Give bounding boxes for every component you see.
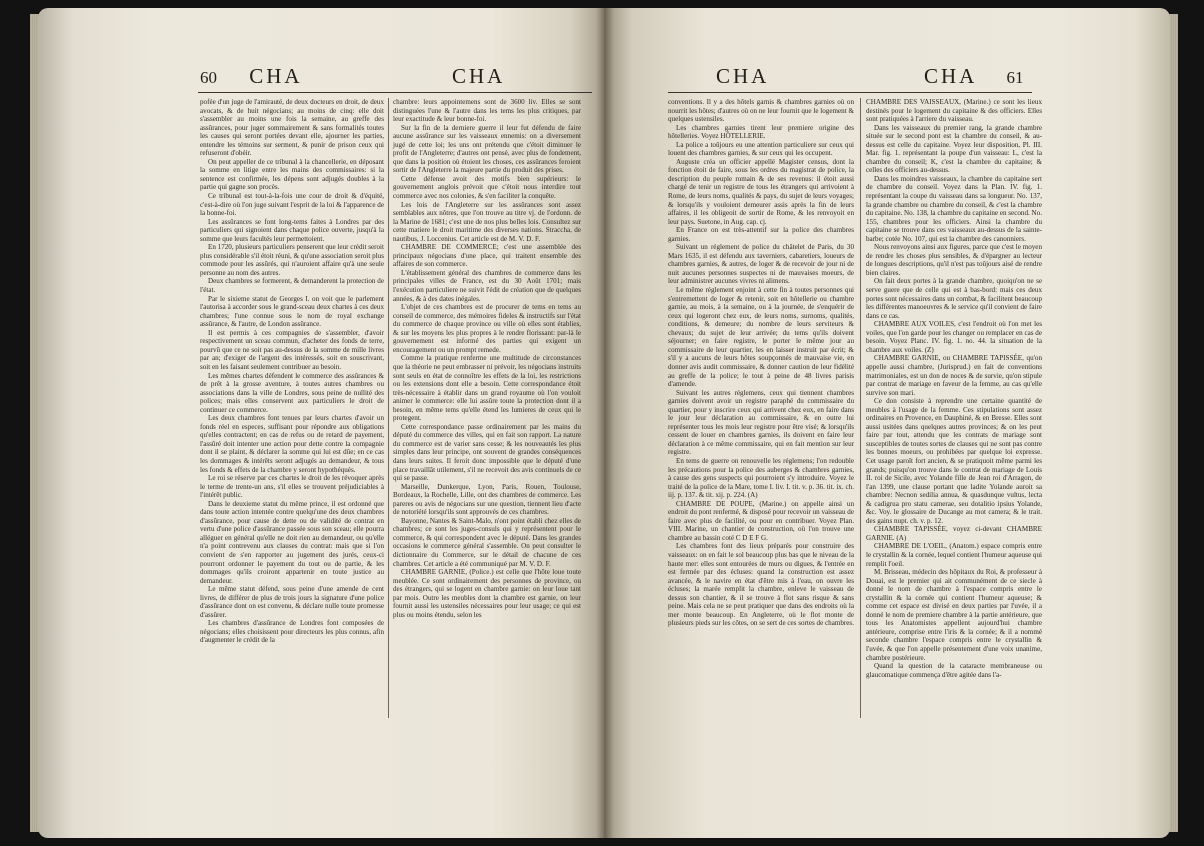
paragraph: On peut appeller de ce tribunal à la chancellerie, en déposant la somme en litige entre les mains des commissaires: si la sentence est confirmée, les dépens sont adjugés doubles à la partie qui gagne son procès.	[200, 157, 384, 192]
paragraph: En France on est très-attentif sur la police des chambres garnies.	[668, 226, 854, 243]
paragraph: Suivant un réglement de police du châtelet de Paris, du 30 Mars 1635, il est défendu aux taverniers, cabaretiers, loueurs de chambres garnies, & autres, de loger & de recevoir de jour ni de nuit aucunes personnes suspectes ni de mauvaises moeurs, de leur administrer aucunes vivres ni alimens.	[668, 243, 854, 286]
right-head-and-page-number	[924, 64, 1023, 90]
paragraph: Dans le deuxieme statut du même prince, il est ordonné que dans toute action intentée contre quelqu'une des deux chambres d'assûrance, pour cause de dette ou de validité de contrat en vertu d'une police d'assûrance passée sous son sceau; elle pourra alléguer en général qu'elle ne doit rien au demandeur, ou qu'elle n'a point contrevenu aux clauses du contrat: mais que si l'on convient de s'en rapporter au jugement des jurés, ceux-ci pourront ordonner le payement du tout ou de partie, & les dommages qu'ils croiront appartenir en toute justice au demandeur.	[200, 499, 384, 585]
paragraph: Cette correspondance passe ordinairement par les mains du député du commerce des villes, qui en fait son rapport. La nature du commerce est de varier sans cesse; & les nouveautés les plus simples dans leur principe, ont souvent de grandes conséquences dans leurs suites. Il feroit donc impossible que le député d'une place travaillât utilement, s'il ne recevoit des avis continuels de ce qui se passe.	[393, 422, 581, 483]
paragraph: CHAMBRE DES VAISSEAUX, (Marine.) ce sont les lieux destinés pour le logement du capitaine & des officiers. Elles sont pratiquées à l'arriere du vaisseau.	[866, 98, 1042, 124]
left-column-2	[393, 98, 581, 619]
paragraph: Suivant les autres réglemens, ceux qui tiennent chambres garnies doivent avoir un registre paraphé du commissaire du quartier, pour y inscrire ceux qui arrivent chez eux, en faire dans le jour leur déclaration au commissaire, & en outre lui représenter tous les mois leur registre pour être visé; & lorsqu'ils cessent de louer en chambres garnies, ils doivent en faire leur déclaration à ce même commissaire, qui en fait mention sur leur registre.	[668, 388, 854, 457]
paragraph: Il est permis à ces compagnies de s'assembler, d'avoir respectivement un sceau commun, d'acheter des fonds de terre, pourvû que ce ne soit pas au-dessus de la somme de mille livres par an; d'exiger de l'argent des intéressés, soit en souscrivant, soit en les faisant seulement contribuer au besoin.	[200, 328, 384, 371]
paragraph: Ce don consiste à reprendre une certaine quantité de meubles à l'usage de la femme. Ces stipulations sont assez ordinaires en Provence, en Dauphiné, & en Bresse. Elles sont aussi usitées dans quelques autres provinces; & on les peut faire par tout, attendu que les contrats de mariage sont susceptibles de toutes sortes de clauses qui ne sont pas contre les bonnes moeurs, ou prohibées par quelque loi expresse. Cet usage paroît fort ancien, & se pratiquoit même parmi les grands; puisqu'on trouve dans le contrat de mariage de Louis II. roi de Sicile, avec Yolande fille de Jean roi d'Arragon, de l'an 1399, une clause portant que ladite Yolande auroit sa chambre: Necnon sedilia annua, & quasdunque vultus, lecta & cadigrua pro statu camerae, seu dotalitio ipsius Yolande, &c. Voy. le glossaire de Ducange au mot camera; & le trait. des gains nupt. ch. v. p. 12.	[866, 397, 1042, 525]
paragraph: Dans les moindres vaisseaux, la chambre du capitaine sert de chambre du conseil. Voyez dans la Plan. IV. fig. 1. représentant la coupe du vaisseau dans sa longueur. No. 137, la grande chambre ou chambre du conseil, & c'est la chambre du capitaine. No. 138, la chambre du capitaine en second. No. 155, chambres pour les officiers. Ainsi la chambre du capitaine se trouve dans ces vaisseaux au-dessus de la sainte-barbe; cotée No. 107, qui est la chambre des canonniers.	[866, 174, 1042, 243]
paragraph: Sur la fin de la derniere guerre il leur fut défendu de faire aucune assûrance sur les vaisseaux ennemis: on a diversement jugé de cette loi; les uns ont prétendu que c'étoit diminuer le profit de l'Angleterre; d'autres ont pensé, avec plus de fondement, que dans la position où étoient les choses, ces assûrances feroient sortir de l'Angleterre la majeure partie du produit des prises.	[393, 123, 581, 175]
paragraph: Quand la question de la cataracte membraneuse ou glaucomatique commença d'être agitée dans l'a-	[866, 662, 1042, 679]
left-column-divider	[388, 98, 389, 718]
right-column-2	[866, 98, 1042, 679]
paragraph: CHAMBRE DE COMMERCE; c'est une assemblée des principaux négocians d'une place, qui traitent ensemble des affaires de son commerce.	[393, 243, 581, 269]
paragraph: Les lois de l'Angleterre sur les assûrances sont assez semblables aux nôtres, que l'on trouve au titre vj. de l'ordonn. de la Marine de 1681; c'est une de nos plus belles lois. Consultez sur cette matiere le droit maritime des diverses nations. Straccha, de nautibus, J. Loccenius. Cet article est de M. V. D. F.	[393, 200, 581, 243]
paragraph: Les chambres garnies tirent leur premiere origine des hôtelleries. Voyez HÔTELLERIE.	[668, 123, 854, 141]
paragraph: L'objet de ces chambres est de procurer de tems en tems au conseil de commerce, des mémoires fideles & instructifs sur l'état du commerce de chaque province ou ville où elles sont établies, & sur les moyens les plus propres à le rendre florissant: par-là le gouvernement est informé des parties qui exigent un encouragement ou un prompt remede.	[393, 303, 581, 354]
paragraph: Cette défense avoit des motifs bien supérieurs: le gouvernement anglois prévoit que c'étoit nous interdire tout commerce avec nos colonies, & s'en faciliter la conquête.	[393, 174, 581, 201]
paragraph: Comme la pratique renferme une multitude de circonstances que la théorie ne peut embrasser ni prévoir, les négocians instruits sont seuls en état de connoître les effets de la loi, les restrictions ou les extensions dont elle a besoin. Cette correspondance étoit très-nécessaire à établir dans un grand royaume où l'on vouloit animer le commerce: elle lui assûre toute la protection dont il a besoin, en même tems qu'elle étend les lumieres de ceux qui le protegent.	[393, 354, 581, 423]
paragraph: CHAMBRE DE L'OEIL, (Anatom.) espace compris entre le crystallin & la cornée, lequel contient l'humeur aqueuse qui remplit l'oeil.	[866, 542, 1042, 568]
paragraph: Auguste créa un officier appellé Magister census, dont la fonction étoit de faire, sous les ordres du magistrat de police, la description du peuple romain & de ses revenus: il étoit aussi chargé de tenir un registre de tous les étrangers qui arrivoient à Rome, de leurs noms, qualités & pays, du sujet de leurs voyages; & lorsqu'ils y vouloient demeurer assis après la fin de leurs affaires, il les obligeoit de sortir de Rome, & les renvoyoit en leur pays. Suetone, in Aug. cap. cj.	[668, 157, 854, 226]
paragraph: Deux chambres se formerent, & demanderent la protection de l'état.	[200, 277, 384, 295]
paragraph: CHAMBRE GARNIE, (Police.) est celle que l'hôte loue toute meublée. Ce sont ordinairement des personnes de province, ou des étrangers, qui se logent en chambre garnie: on leur loue tant par mois. Outre les meubles dont la chambre est garnie, on leur fournit aussi les ustensiles nécessaires pour leur usage; ce qui est plus ou moins étendu, selon les	[393, 568, 581, 619]
paragraph: Le même réglement enjoint à cette fin à toutes personnes qui s'entremettent de loger & retenir, soit en hôtellerie ou chambre garnie, au mois, à la semaine, ou à la journée, de s'enquérir de ceux qui logeront chez eux, de leurs noms, surnoms, qualités, conditions, & demeure; du nombre de leurs serviteurs & chevaux; du sujet de leur arrivée; du tems qu'ils doivent séjourner; en faire registre, le porter le même jour au commissaire de leur quartier, les en laisser instruit par écrit; & s'il y a aucuns de leurs hôtes soupçonnés de mauvaise vie, en donner avis audit commissaire, & donner caution de leur fidélité au greffe de la police; le tout à peine de 48 livres parisis d'amende.	[668, 286, 854, 389]
paragraph: Ce tribunal est tout-à-la-fois une cour de droit & d'équité, c'est-à-dire où l'on juge suivant l'esprit de la loi & l'apparence de la bonne-foi.	[200, 192, 384, 218]
paragraph: Le même statut défend, sous peine d'une amende de cent livres, de différer de plus de trois jours la signature d'une police d'assûrance dont on est convenu, & déclare nulle toute promesse d'assûrer.	[200, 585, 384, 619]
paragraph: conventions. Il y a des hôtels garnis & chambres garnies où on nourrit les hôtes; d'autres où on ne leur fournit que le logement & quelques ustensiles.	[668, 98, 854, 124]
right-column-divider	[860, 98, 861, 718]
paragraph: La police a toûjours eu une attention particuliere sur ceux qui louent des chambres garnies, & sur ceux qui les occupent.	[668, 140, 854, 158]
right-running-head-1: CHA	[716, 64, 770, 88]
right-column-1	[668, 98, 854, 628]
right-head-rule	[668, 92, 1032, 93]
paragraph: L'établissement général des chambres de commerce dans les principales villes de France, est du 30 Août 1701; mais l'exécution particuliere ne suivit l'édit de création que de quelques années, & à des dates inégales.	[393, 268, 581, 303]
right-page-number: 61	[1006, 68, 1024, 87]
paragraph: CHAMBRE GARNIE, ou CHAMBRE TAPISSÉE, qu'on appelle aussi chambre, (Jurisprud.) en fait de conventions matrimoniales, est un don de noces & de survie, qu'on stipule par contrat de mariage en faveur de la femme, au cas qu'elle survive son mari.	[866, 354, 1042, 397]
paragraph: Marseille, Dunkerque, Lyon, Paris, Rouen, Toulouse, Bordeaux, la Rochelle, Lille, ont des chambres de commerce. Les pareres ou avis de négocians sur une question, tiennent lieu d'acte de notoriété lorsqu'ils sont approuvés de ces chambres.	[393, 482, 581, 517]
paragraph: CHAMBRE AUX VOILES, c'est l'endroit où l'on met les voiles, que l'on garde pour les changer ou remplacer en cas de besoin. Voyez Planc. IV. fig. 1. no. 44. la situation de la chambre aux voiles. (Z)	[866, 320, 1042, 354]
paragraph: CHAMBRE DE POUPE, (Marine.) on appelle ainsi un endroit du pont renfermé, & disposé pour recevoir un vaisseau de faire avec plus de facilité, ou pour en contribuer. Voyez Plan. VIII. Marine, un chantier de construction, où l'on trouve une chambre au bassin coté C D E F G.	[668, 499, 854, 542]
paragraph: M. Brisseau, médecin des hôpitaux du Roi, & professeur à Douai, est le premier qui ait communément de ce siecle à donné le nom de chambre à l'espace compris entre le crystallin & la cornée qui contient l'humeur aqueuse; & comme cet espace est divisé en deux parties par l'uvée, il a donné le nom de premiere chambre à la partie antérieure, que tous les Anatomistes appellent aujourd'hui chambre antérieure, comprise entre l'iris & la cornée; & il a nommé seconde chambre l'espace compris entre le crystallin & l'uvée, & que l'on appelle présentement d'une voix unanime, chambre postérieure.	[866, 568, 1042, 662]
right-page	[604, 8, 1170, 838]
left-column-1	[200, 98, 384, 645]
paragraph: En tems de guerre on renouvelle les réglemens; l'on redouble les précautions pour la police des auberges & chambres garnies, à cause des gens suspects qui pourroient s'y introduire. Voyez le traité de la police de la Mare, tome I. liv. I. tit. v. p. 36. tit. ix. ch. iij. p. 137. & tit. xij. p. 224. (A)	[668, 456, 854, 500]
paragraph: CHAMBRE TAPISSÉE, voyez ci-devant CHAMBRE GARNIE. (A)	[866, 525, 1042, 542]
paragraph: Dans les vaisseaux du premier rang, la grande chambre située sur le second pont est la chambre du conseil, & au-dessus est celle du capitaine. Voyez leur disposition, Pl. III. Mar. fig. 1. représentant la poupe d'un vaisseau: L, c'est la chambre du conseil; K, c'est la chambre du capitaine; & celles des officiers au-dessus.	[866, 123, 1042, 175]
left-running-head-2: CHA	[452, 64, 506, 88]
paragraph: Les chambres d'assûrance de Londres font composées de négocians; elles choisissent pour directeurs les plus connus, afin d'augmenter le crédit de la	[200, 619, 384, 645]
left-page-number-and-head	[200, 64, 303, 90]
paragraph: chambre: leurs appointemens sont de 3600 liv. Elles se sont distinguées l'une & l'autre dans les tems les plus critiques, par leur exactitude & leur bonne-foi.	[393, 98, 581, 124]
right-running-head-2: CHA	[924, 64, 977, 88]
paragraph: Les deux chambres font tenues par leurs chartes d'avoir un fonds réel en especes, suffisant pour répondre aux obligations qu'elles contractent; en cas de refus ou de retard de payement, l'assûré doit intenter une action pour dette contre la compagnie dont il se plaint, & déclarer la somme qui lui est dûe; en ce cas les dommages & intérêts seront adjugés au demandeur, & tous les fonds & effets de la chambre y seront hypothéqués.	[200, 414, 384, 474]
left-page	[38, 8, 604, 838]
paragraph: Bayonne, Nantes & Saint-Malo, n'ont point établi chez elles de chambres; ce sont les juges-consuls qui y représentent pour le commerce, & qui correspondent avec le député. Dans les grandes occasions le commerce général s'assemble. On peut consulter le dictionnaire du Commerce, sur le détail de chacune de ces chambres. Cet article a été communiqué par M. V. D. F.	[393, 516, 581, 568]
paragraph: Les assûrances se font long-tems faites à Londres par des particuliers qui signoient dans chaque police ouverte, jusqu'à la somme que leurs facultés leur permettoient.	[200, 217, 384, 243]
book-gutter	[596, 8, 614, 838]
paragraph: Par le sixieme statut de Georges I. on voit que le parlement l'autorisa à accorder sous le grand-sceau deux chartes à ces deux chambres; l'une connue sous le nom de royal exchange assûrance, & l'autre, de London assûrance.	[200, 294, 384, 329]
paragraph: Le roi se réserve par ces chartes le droit de les révoquer après le terme de trente-un ans, s'il elles se trouvent préjudiciables à l'intérêt public.	[200, 474, 384, 500]
paragraph: En 1720, plusieurs particuliers penserent que leur crédit seroit plus considérable s'il étoit réuni, & qu'une association seroit plus commode pour les assûrés, qui n'auroient affaire qu'à une seule personne au nom des autres.	[200, 243, 384, 277]
left-running-head-1: CHA	[249, 64, 303, 88]
paragraph: On fait deux portes à la grande chambre, quoiqu'on ne se serve guere que de celle qui est à bas-bord: mais ces deux portes sont nécessaires dans un combat, & facilitent beaucoup les différentes manoeuvres & le service qu'il convient de faire dans ce cas.	[866, 277, 1042, 320]
left-page-number: 60	[200, 68, 217, 87]
paragraph: Les chambres font des lieux préparés pour construire des vaisseaux: on en fait le sol beaucoup plus bas que le niveau de la haute mer: elles sont entourées de murs ou digues, & l'entrée en est fermée par des écluses: quand la construction est assez avancée, & le navire en état d'être mis à l'eau, on ouvre les écluses; la marée remplit la chambre, enleve le vaisseau de dessus son chantier, & il se trouve à flot sans risque & sans peine. Mais cela ne se peut pratiquer que dans des endroits où la mer monte beaucoup. En Angleterre, où le flot monte de plusieurs pieds sur les côtes, on se sert de ces sortes de chambres.	[668, 542, 854, 628]
paragraph: pofée d'un juge de l'amirauté, de deux docteurs en droit, de deux avocats, & de huit négocians; au moins de cinq: elle doit s'assembler au moins une fois la semaine, au greffe des assûrances, pour juger sommairement & sans formalités toutes les causes qui seront portées devant elle, ajourner les parties, entendre les témoins sur serment, & punir de prison ceux qui refuseront d'obéir.	[200, 98, 384, 158]
paragraph: Les mêmes chartes défendent le commerce des assûrances & de prêt à la grosse aventure, à toutes autres chambres ou associations dans la ville de Londres, sous peine de nullité des polices; mais elles conservent aux particuliers le droit de continuer ce commerce.	[200, 371, 384, 414]
paragraph: Nous renvoyons ainsi aux figures, parce que c'est le moyen de rendre les choses plus sensibles, & d'épargner au lecteur de longues descriptions, qu'il n'est pas toûjours aisé de rendre bien claires.	[866, 243, 1042, 277]
left-head-rule	[198, 92, 592, 93]
